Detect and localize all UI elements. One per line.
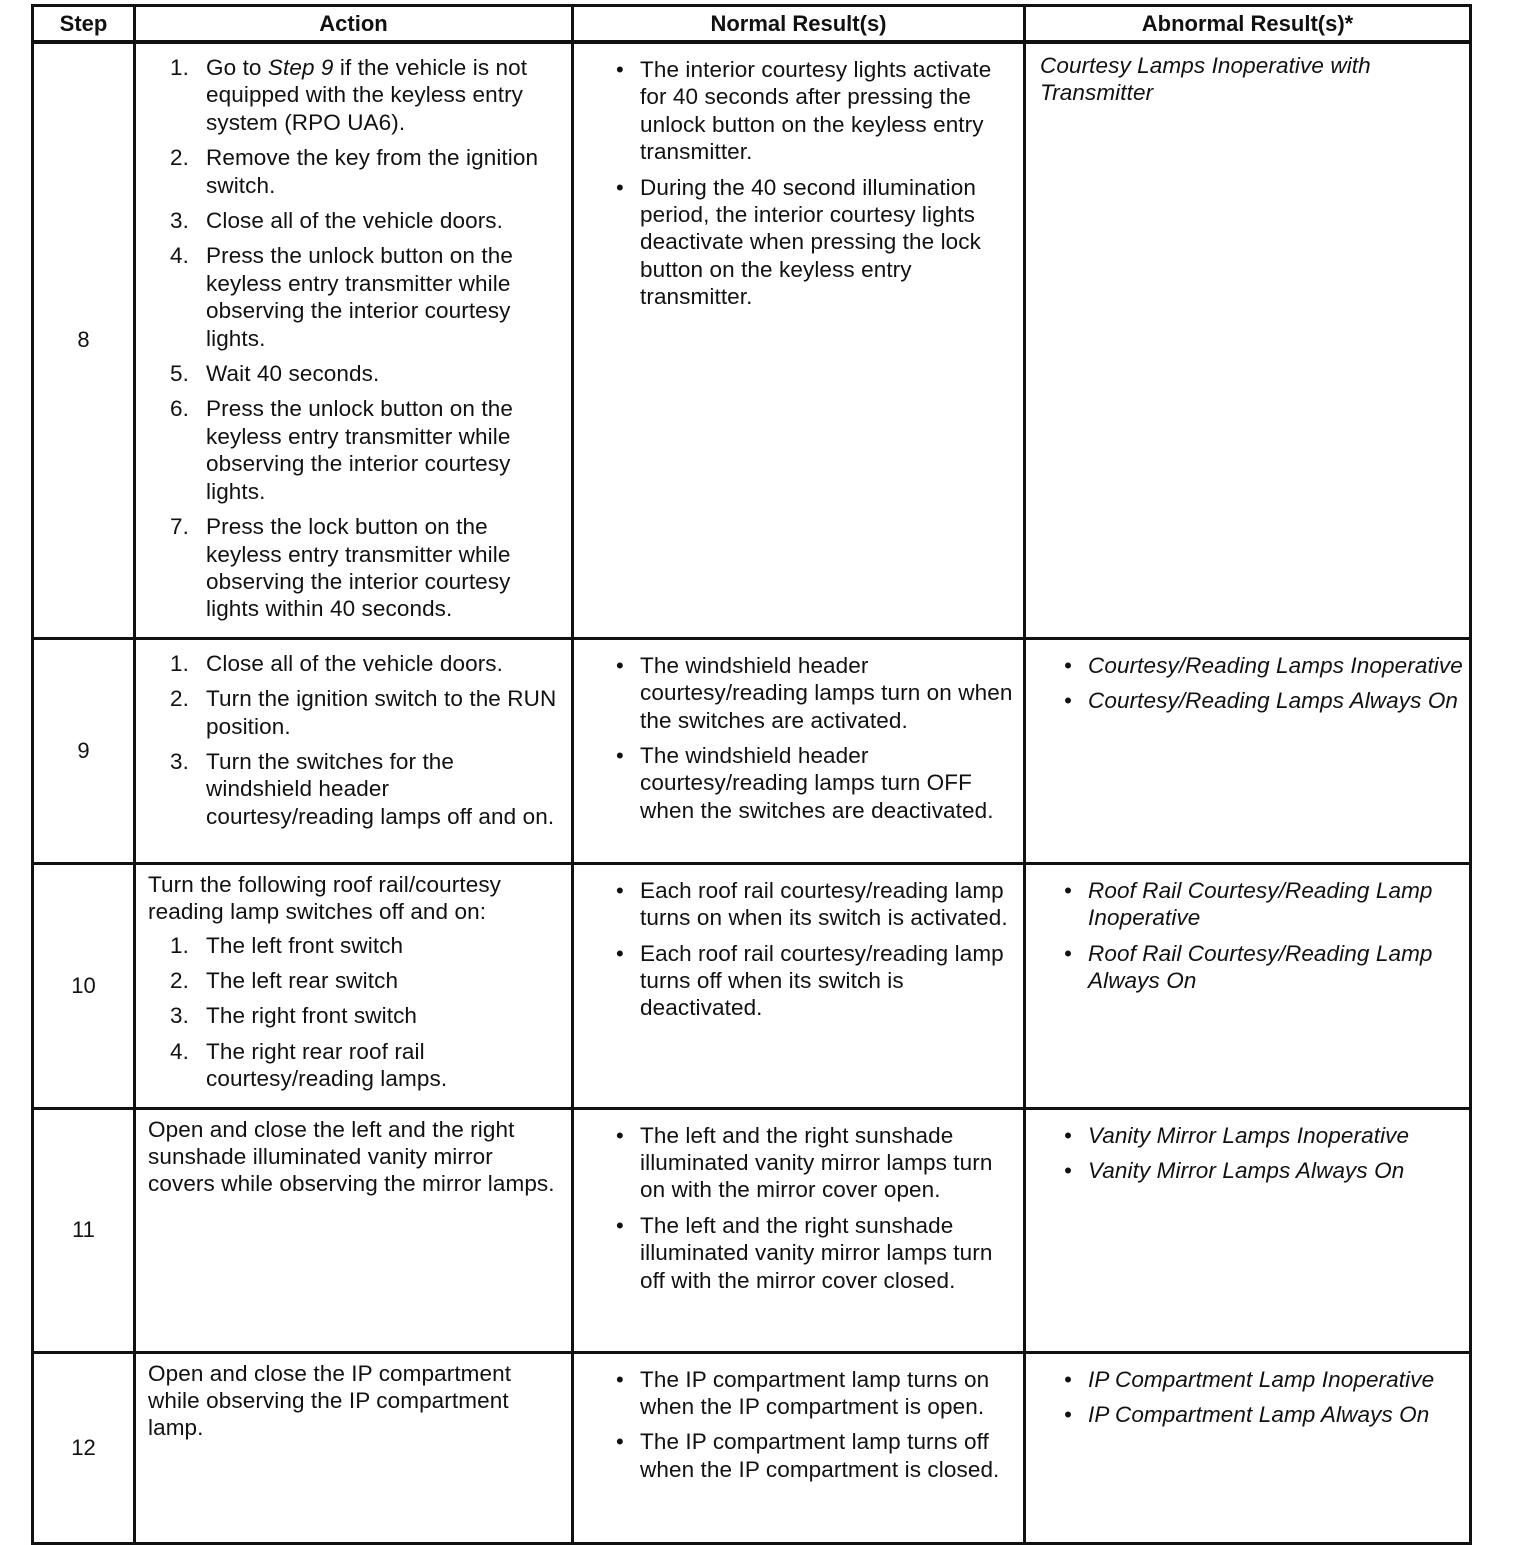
action-step: 4. The right rear roof rail courtesy/reading lamps. (170, 1038, 448, 1092)
normal-result: • The left and the right sunshade illuminated vanity mirror lamps turn on with the mirror cover open. (640, 1122, 1017, 1204)
abnormal-results-cell (1025, 42, 1471, 638)
table-row (33, 1108, 1471, 1352)
table-row (33, 638, 1471, 863)
action-step: 1. Close all of the vehicle doors. (170, 650, 504, 676)
normal-result: • The IP compartment lamp turns off when the IP compartment is closed. (640, 1428, 1017, 1483)
action-intro: Open and close the left and the right sunshade illuminated vanity mirror covers while observing the mirror lamps. (148, 1116, 555, 1197)
normal-result: • The windshield header courtesy/reading lamps turn on when the switches are activated. (640, 652, 1017, 734)
table-row (33, 1352, 1471, 1543)
abnormal-result: • Vanity Mirror Lamps Always On (1088, 1157, 1463, 1184)
action-step: 1. The left front switch (170, 932, 404, 958)
abnormal-results-cell (1025, 863, 1471, 1108)
action-step: 7. Press the lock button on the keyless entry transmitter while observing the interior courtesy lights within 40 seconds. (170, 514, 511, 622)
normal-results-list (618, 652, 1017, 824)
action-cell (135, 638, 573, 863)
action-cell (135, 1108, 573, 1352)
abnormal-results-cell (1025, 1352, 1471, 1543)
action-intro: Open and close the IP compartment while observing the IP compartment lamp. (148, 1360, 512, 1441)
abnormal-results-list (1088, 1122, 1463, 1185)
normal-results-list (618, 56, 1017, 311)
normal-result: • The interior courtesy lights activate for 40 seconds after pressing the unlock button on the keyless entry transmitter. (640, 56, 1017, 166)
header-action: Action (135, 6, 573, 43)
action-step: 2. Remove the key from the ignition switch. (170, 145, 539, 198)
normal-results-cell (573, 1108, 1025, 1352)
step-number: 8 (33, 42, 135, 638)
action-step: 2. The left rear switch (170, 967, 399, 993)
abnormal-results-cell (1025, 1108, 1471, 1352)
action-cell (135, 42, 573, 638)
header-abnormal-results: Abnormal Result(s)* (1025, 6, 1471, 43)
action-cell (135, 863, 573, 1108)
header-row (33, 6, 1471, 43)
normal-results-cell (573, 1352, 1025, 1543)
abnormal-result: • Roof Rail Courtesy/Reading Lamp Inoperative (1088, 877, 1463, 932)
abnormal-results-list (1088, 652, 1463, 715)
action-intro: Turn the following roof rail/courtesy reading lamp switches off and on: (148, 871, 502, 925)
diagnostic-table (31, 4, 1472, 1545)
normal-results-cell (573, 638, 1025, 863)
normal-results-list (618, 1366, 1017, 1484)
action-step: 1. Go to Step 9 if the vehicle is not equipped with the keyless entry system (RPO UA6). (170, 55, 528, 135)
action-step: 4. Press the unlock button on the keyless entry transmitter while observing the interior courtesy lights. (170, 243, 513, 351)
normal-results-cell (573, 42, 1025, 638)
abnormal-results-list (1088, 1366, 1463, 1429)
abnormal-result: • Vanity Mirror Lamps Inoperative (1088, 1122, 1463, 1149)
normal-results-cell (573, 863, 1025, 1108)
step-number: 12 (33, 1352, 135, 1543)
abnormal-result: Courtesy Lamps Inoperative with Transmitter (1040, 53, 1371, 106)
normal-results-list (618, 1122, 1017, 1294)
action-steps (144, 54, 563, 623)
step-reference: Step 9 (267, 55, 334, 80)
normal-result: • The windshield header courtesy/reading lamps turn OFF when the switches are deactivated. (640, 742, 1017, 824)
normal-result: • Each roof rail courtesy/reading lamp turns on when its switch is activated. (640, 877, 1017, 932)
action-step: 5. Wait 40 seconds. (170, 361, 380, 387)
table-row (33, 42, 1471, 638)
abnormal-result: • Courtesy/Reading Lamps Inoperative (1088, 652, 1463, 679)
normal-result: • The IP compartment lamp turns on when the IP compartment is open. (640, 1366, 1017, 1421)
normal-results-list (618, 877, 1017, 1022)
normal-result: • Each roof rail courtesy/reading lamp turns off when its switch is deactivated. (640, 940, 1017, 1022)
step-number: 10 (33, 863, 135, 1108)
action-step: 3. Turn the switches for the windshield header courtesy/reading lamps off and on. (170, 748, 555, 829)
action-cell (135, 1352, 573, 1543)
step-number: 11 (33, 1108, 135, 1352)
normal-result: • During the 40 second illumination period, the interior courtesy lights deactivate when pressing the lock button on the keyless entry transmitter. (640, 174, 1017, 311)
abnormal-result: • IP Compartment Lamp Inoperative (1088, 1366, 1463, 1393)
action-steps (148, 932, 563, 1093)
action-steps (144, 650, 563, 830)
abnormal-result: • IP Compartment Lamp Always On (1088, 1401, 1463, 1428)
action-step: 6. Press the unlock button on the keyless entry transmitter while observing the interior courtesy lights. (170, 396, 513, 504)
header-step: Step (33, 6, 135, 43)
table-row (33, 863, 1471, 1108)
action-step: 3. The right front switch (170, 1003, 418, 1029)
abnormal-result: • Roof Rail Courtesy/Reading Lamp Always On (1088, 940, 1463, 995)
header-normal-results: Normal Result(s) (573, 6, 1025, 43)
normal-result: • The left and the right sunshade illuminated vanity mirror lamps turn off with the mirror cover closed. (640, 1212, 1017, 1294)
action-step: 2. Turn the ignition switch to the RUN position. (170, 686, 557, 739)
action-step: 3. Close all of the vehicle doors. (170, 208, 504, 234)
abnormal-results-cell (1025, 638, 1471, 863)
abnormal-results-list (1088, 877, 1463, 995)
abnormal-result: • Courtesy/Reading Lamps Always On (1088, 687, 1463, 714)
step-number: 9 (33, 638, 135, 863)
